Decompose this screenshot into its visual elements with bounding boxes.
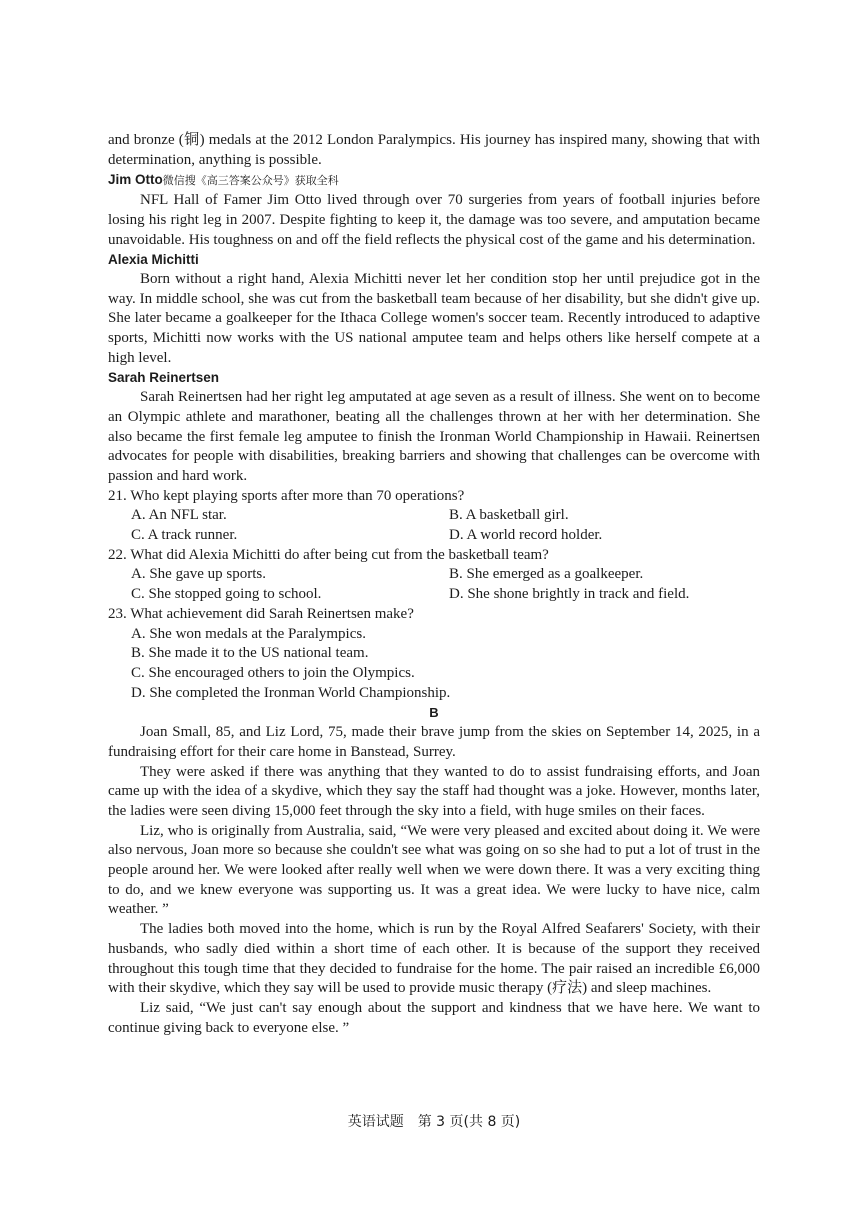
athlete-paragraph-jim-otto: NFL Hall of Famer Jim Otto lived through over 70 surgeries from years of football injuries before losing his right leg in 2007. Despite fighting to keep it, the damage was too severe, and amputation became unavoidable. His toughness on and off the field reflects the physical cost of the game and his determination. bbox=[108, 192, 760, 248]
option-d: D. She shone brightly in track and field. bbox=[449, 586, 690, 603]
question-22 bbox=[108, 546, 760, 605]
passage-paragraph: Liz, who is originally from Australia, said, “We were very pleased and excited about doing it. We were also nervous, Joan more so because she couldn't see what was going on so she had to put a lot of trust in the people around her. We were looked after really well when we were down there. It was a very exciting thing to do, and we knew everyone was supporting us. It was a great idea. We were lucky to have nice, calm weather. ” bbox=[108, 822, 760, 918]
passage-paragraph: They were asked if there was anything that they wanted to do to assist fundraising efforts, and Joan came up with the idea of a skydive, which they say the staff had thought was a joke. However, months later, the ladies were seen diving 15,000 feet through the sky into a field, with huge smiles on their faces. bbox=[108, 763, 760, 819]
question-stem: 23. What achievement did Sarah Reinertsen make? bbox=[108, 605, 414, 622]
section-label: B bbox=[429, 705, 439, 721]
option-d: D. A world record holder. bbox=[449, 527, 603, 544]
question-stem: 21. Who kept playing sports after more than 70 operations? bbox=[108, 487, 465, 504]
athlete-heading-jim-otto bbox=[108, 170, 760, 191]
option-c: C. She stopped going to school. bbox=[131, 586, 322, 603]
passage-paragraph: The ladies both moved into the home, which is run by the Royal Alfred Seafarers' Society, with their husbands, who sadly died within a short time of each other. It is because of the support they received throughout this tough time that they decided to fundraise for the home. The pair raised an incredible £6,000 with their skydive, which they say will be used to provide music therapy (疗法) and sleep machines. bbox=[108, 921, 760, 997]
passage-paragraph: Liz said, “We just can't say enough about the support and kindness that we have here. We want to continue giving back to everyone else. ” bbox=[108, 999, 760, 1036]
athlete-heading-alexia-michitti: Alexia Michitti bbox=[108, 252, 199, 268]
question-21 bbox=[108, 487, 760, 546]
watermark-text: 微信搜《高三答案公众号》获取全科 bbox=[162, 174, 339, 188]
option-d: D. She completed the Ironman World Championship. bbox=[131, 684, 451, 701]
athlete-name: Jim Otto bbox=[108, 172, 163, 188]
option-a: A. She won medals at the Paralympics. bbox=[131, 625, 366, 642]
athlete-paragraph-alexia-michitti: Born without a right hand, Alexia Michitti never let her condition stop her until prejudice got in the way. In middle school, she was cut from the basketball team because of her disability, but she didn't give up. She later became a goalkeeper for the Ithaca College women's soccer team. Recently introduced to adaptive sports, Michitti now works with the US national amputee team and helps others like herself compete at a high level. bbox=[108, 270, 760, 366]
athlete-heading-sarah-reinertsen: Sarah Reinertsen bbox=[108, 370, 220, 386]
option-a: A. An NFL star. bbox=[131, 507, 227, 524]
option-b: B. She emerged as a goalkeeper. bbox=[449, 566, 644, 583]
option-b: B. She made it to the US national team. bbox=[131, 645, 369, 662]
page-footer: 英语试题 第 3 页(共 8 页) bbox=[347, 1114, 521, 1130]
page-content bbox=[108, 131, 760, 1038]
passage-paragraph: Joan Small, 85, and Liz Lord, 75, made their brave jump from the skies on September 14, 2025, in a fundraising effort for their care home in Banstead, Surrey. bbox=[108, 724, 760, 760]
option-b: B. A basketball girl. bbox=[449, 507, 569, 524]
question-stem: 22. What did Alexia Michitti do after being cut from the basketball team? bbox=[108, 546, 549, 563]
intro-paragraph: and bronze (铜) medals at the 2012 London Paralympics. His journey has inspired many, showing that with determination, anything is possible. bbox=[108, 132, 760, 168]
option-a: A. She gave up sports. bbox=[131, 566, 266, 583]
question-23 bbox=[108, 605, 760, 704]
athlete-paragraph-sarah-reinertsen: Sarah Reinertsen had her right leg amputated at age seven as a result of illness. She went on to become an Olympic athlete and marathoner, beating all the challenges thrown at her with her determination. She also became the first female leg amputee to finish the Ironman World Championship in Hawaii. Reinertsen advocates for people with disabilities, breaking barriers and showing that challenges can be overcome with passion and hard work. bbox=[108, 389, 760, 484]
option-c: C. A track runner. bbox=[131, 527, 238, 544]
option-c: C. She encouraged others to join the Olympics. bbox=[131, 664, 415, 681]
